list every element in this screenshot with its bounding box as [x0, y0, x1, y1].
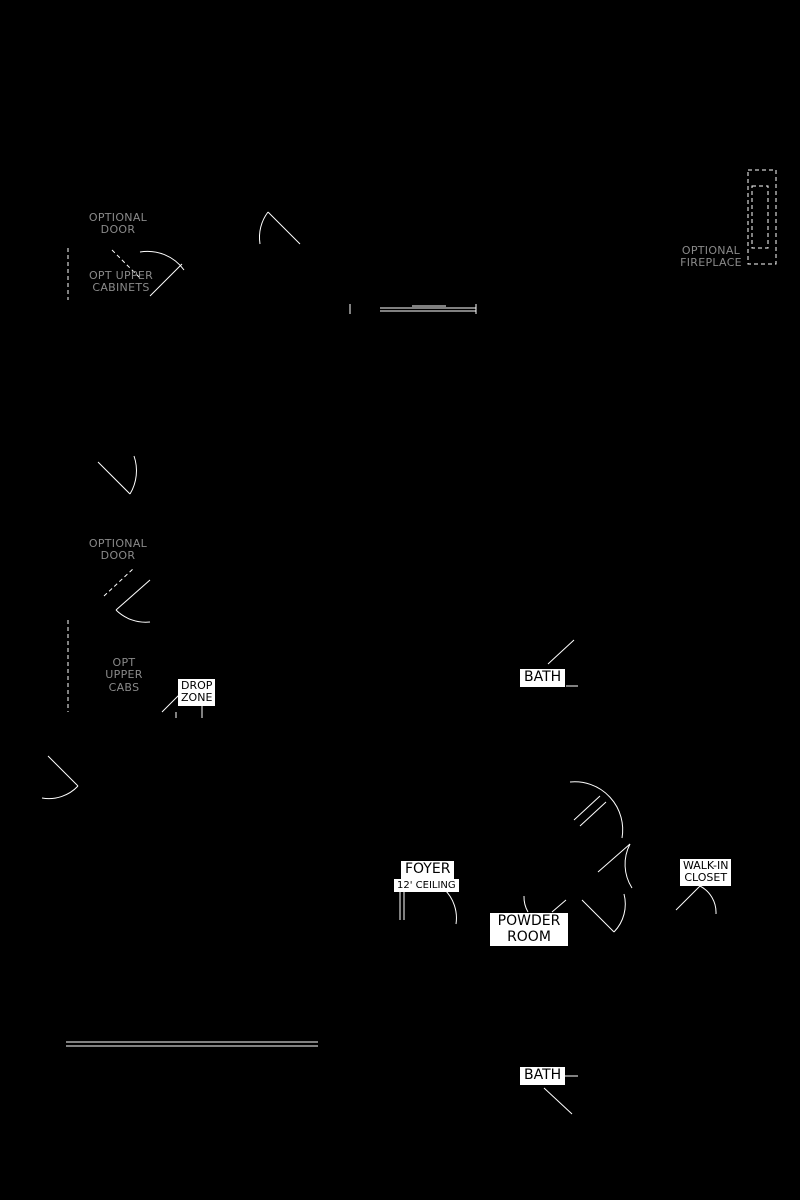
optional-fireplace-label: OPTIONAL FIREPLACE — [680, 244, 742, 270]
walk-in-closet-label: WALK-IN CLOSET — [680, 859, 731, 886]
kitchen-door-swing — [259, 212, 300, 244]
powder-room-door-swing — [524, 896, 566, 912]
optional-door-top-label: OPTIONAL DOOR — [88, 211, 148, 237]
foyer-ceiling-label: 12' CEILING — [394, 879, 459, 892]
optional-door-mid-label: OPTIONAL DOOR — [88, 537, 148, 563]
powder-room-label: POWDER ROOM — [490, 913, 568, 946]
mid-left-door-swing — [98, 456, 136, 494]
bath-upper-label: BATH — [520, 669, 565, 687]
bath-lower-label: BATH — [520, 1067, 565, 1085]
lower-left-door-swing — [42, 756, 78, 799]
sliding-door — [350, 304, 476, 314]
opt-upper-cabs-label: OPT UPPER CABS — [105, 656, 143, 694]
opt-upper-cabinets-label: OPT UPPER CABINETS — [88, 269, 154, 295]
walk-in-closet-door-swing — [676, 886, 716, 914]
counter-lines — [66, 1042, 318, 1046]
foyer-label: FOYER — [401, 861, 454, 879]
optional-fireplace-outline — [748, 170, 776, 264]
closet-double-door-swing — [570, 782, 632, 932]
drop-zone-label: DROP ZONE — [178, 679, 215, 706]
